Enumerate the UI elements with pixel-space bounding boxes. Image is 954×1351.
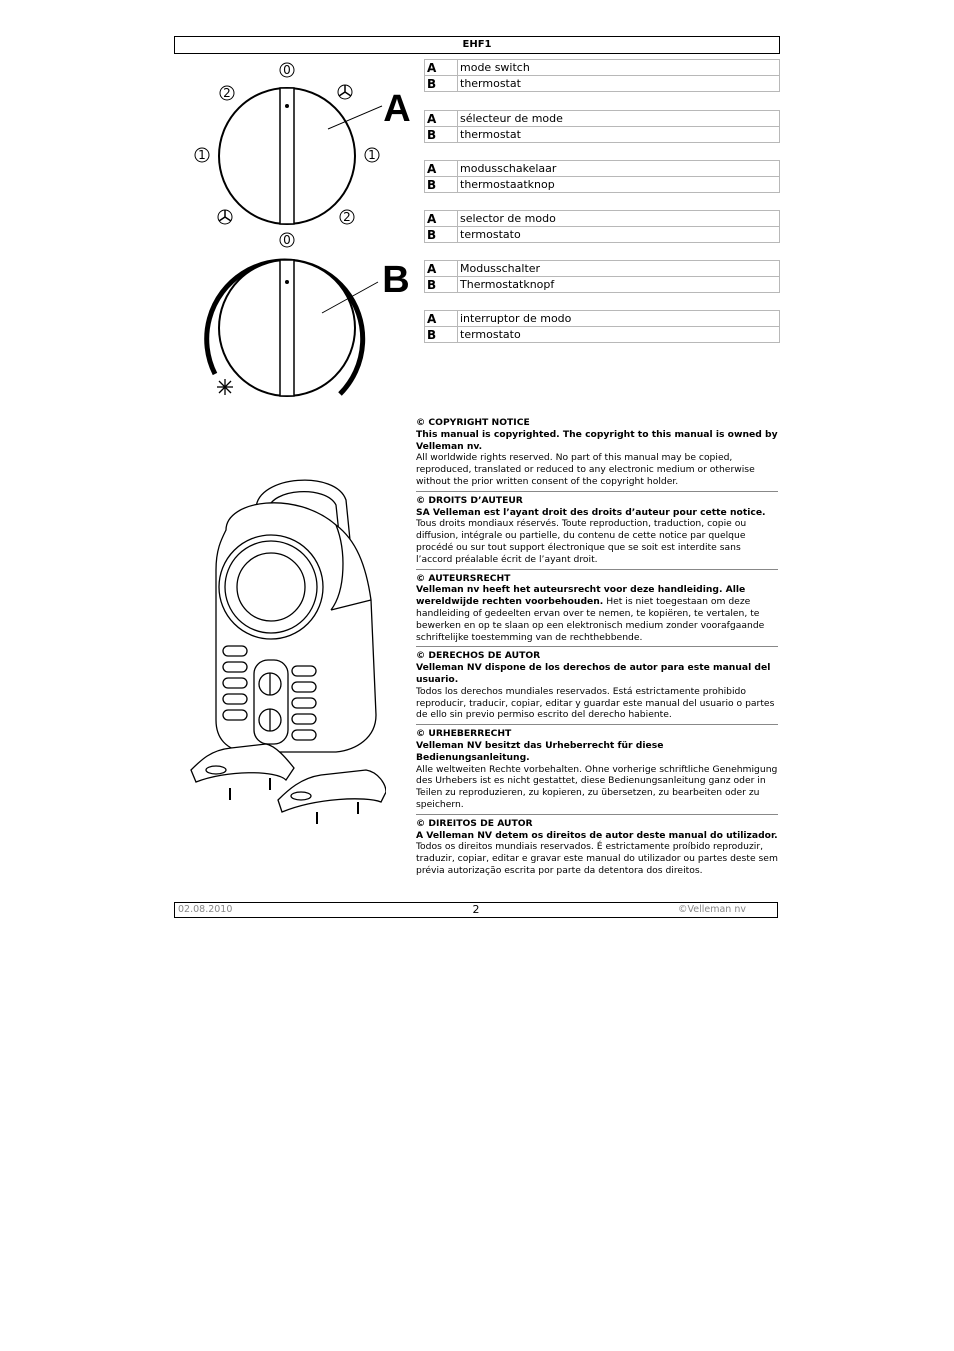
notice-body: Todos os direitos mundiais reservados. É estrictamente proíbido reproduzir, traduzir, copiar, editar e gravar este manual do utilizador ou partes deste sem prévia autorização escrita por parte da detentora dos direitos. [416,841,778,876]
svg-text:1: 1 [198,148,206,162]
notice-title: © DIREITOS DE AUTOR [416,817,533,829]
position-0-top-b [280,233,294,247]
position-0-top [280,63,294,77]
footer-copyright: ©Velleman nv [678,904,746,915]
page-number: 2 [472,903,480,916]
legend-group-nl: A modusschakelaar B thermostaatknop [424,160,780,193]
svg-text:1: 1 [368,148,376,162]
legend-group-es: A selector de modo B termostato [424,210,780,243]
footer-date: 02.08.2010 [178,904,233,915]
notice-fr [416,495,778,570]
notice-bold: This manual is copyrighted. The copyright to this manual is owned by Velleman nv. [416,428,778,452]
legend-group-pt: A interruptor de modo B termostato [424,310,780,343]
legend-group-de: A Modusschalter B Thermostatknopf [424,260,780,293]
svg-text:0: 0 [283,63,291,77]
dial-b [207,233,410,396]
notice-title: © COPYRIGHT NOTICE [416,417,530,428]
notice-en [416,417,778,492]
position-2-right [340,210,354,224]
notice-body: Tous droits mondiaux réservés. Toute reproduction, traduction, copie ou diffusion, intégrale ou partielle, du contenu de cette notice par quelque procédé ou sur tout support électronique que se soit est interdite sans l’accord préalable écrit de l’ayant droit. [416,518,747,565]
notice-es [416,650,778,725]
page-header [174,36,780,54]
svg-text:2: 2 [223,86,231,100]
notice-title: © AUTEURSRECHT [416,572,511,584]
heater-illustration [186,470,386,830]
notice-de [416,728,778,815]
fan-icon [338,85,352,99]
notice-bold: Velleman NV dispone de los derechos de autor para este manual del usuario. [416,662,771,685]
position-2-left [220,86,234,100]
position-1-right [365,148,379,162]
label-b: B [382,259,410,301]
dial-illustration [180,56,420,406]
legend-group-fr: A sélecteur de mode B thermostat [424,110,780,143]
copyright-notices [416,417,778,883]
notice-bold: A Velleman NV detem os direitos de autor deste manual do utilizador. [416,829,778,841]
frost-snowflake-icon [217,379,233,395]
notice-title: © URHEBERRECHT [416,728,512,740]
notice-body: Todos los derechos mundiales reservados. Está estrictamente prohibido reproducir, traducir, copiar, editar y guardar este manual del usuario o partes de ello sin previo permiso escrito del derecho habiente. [416,685,775,721]
notice-body: Alle weltweiten Rechte vorbehalten. Ohne vorherige schriftliche Genehmigung des Urhebers ist es nicht gestattet, diese Bedienungsanleitung ganz oder in Teilen zu reproduzieren, zu kopieren, zu übersetzen, zu bearbeiten oder zu speichern. [416,763,778,810]
fan-icon [218,210,232,224]
model-title: EHF1 [462,39,492,50]
legend-group-en: A mode switch B thermostat [424,59,780,92]
notice-body: All worldwide rights reserved. No part of this manual may be copied, reproduced, translated or reduced to any electronic medium or otherwise without the prior written consent of the copyright holder. [416,452,755,487]
notice-nl [416,573,778,648]
position-1-left [195,148,209,162]
notice-bold: Velleman nv heeft het auteursrecht voor deze handleiding. Alle wereldwijde rechten voorbehouden. [416,584,746,608]
notice-title: © DROITS D’AUTEUR [416,494,523,506]
notice-bold: Velleman NV besitzt das Urheberrecht für diese Bedienungsanleitung. [416,739,664,763]
notice-body: Het is niet toegestaan om deze handleiding of gedeelten ervan over te nemen, te kopiëren, te vertalen, te bewerken en op te slaan op een elektronisch medium zonder voorafgaande schriftelijke toestemming van de rechthebbende. [416,596,765,643]
page-footer [174,902,778,918]
notice-pt [416,818,778,880]
svg-text:2: 2 [343,210,351,224]
notice-title: © DERECHOS DE AUTOR [416,650,541,662]
dial-a [195,63,411,224]
notice-bold: SA Velleman est l’ayant droit des droits d’auteur pour cette notice. [416,506,766,518]
svg-text:0: 0 [283,233,291,247]
label-a: A [383,88,411,130]
